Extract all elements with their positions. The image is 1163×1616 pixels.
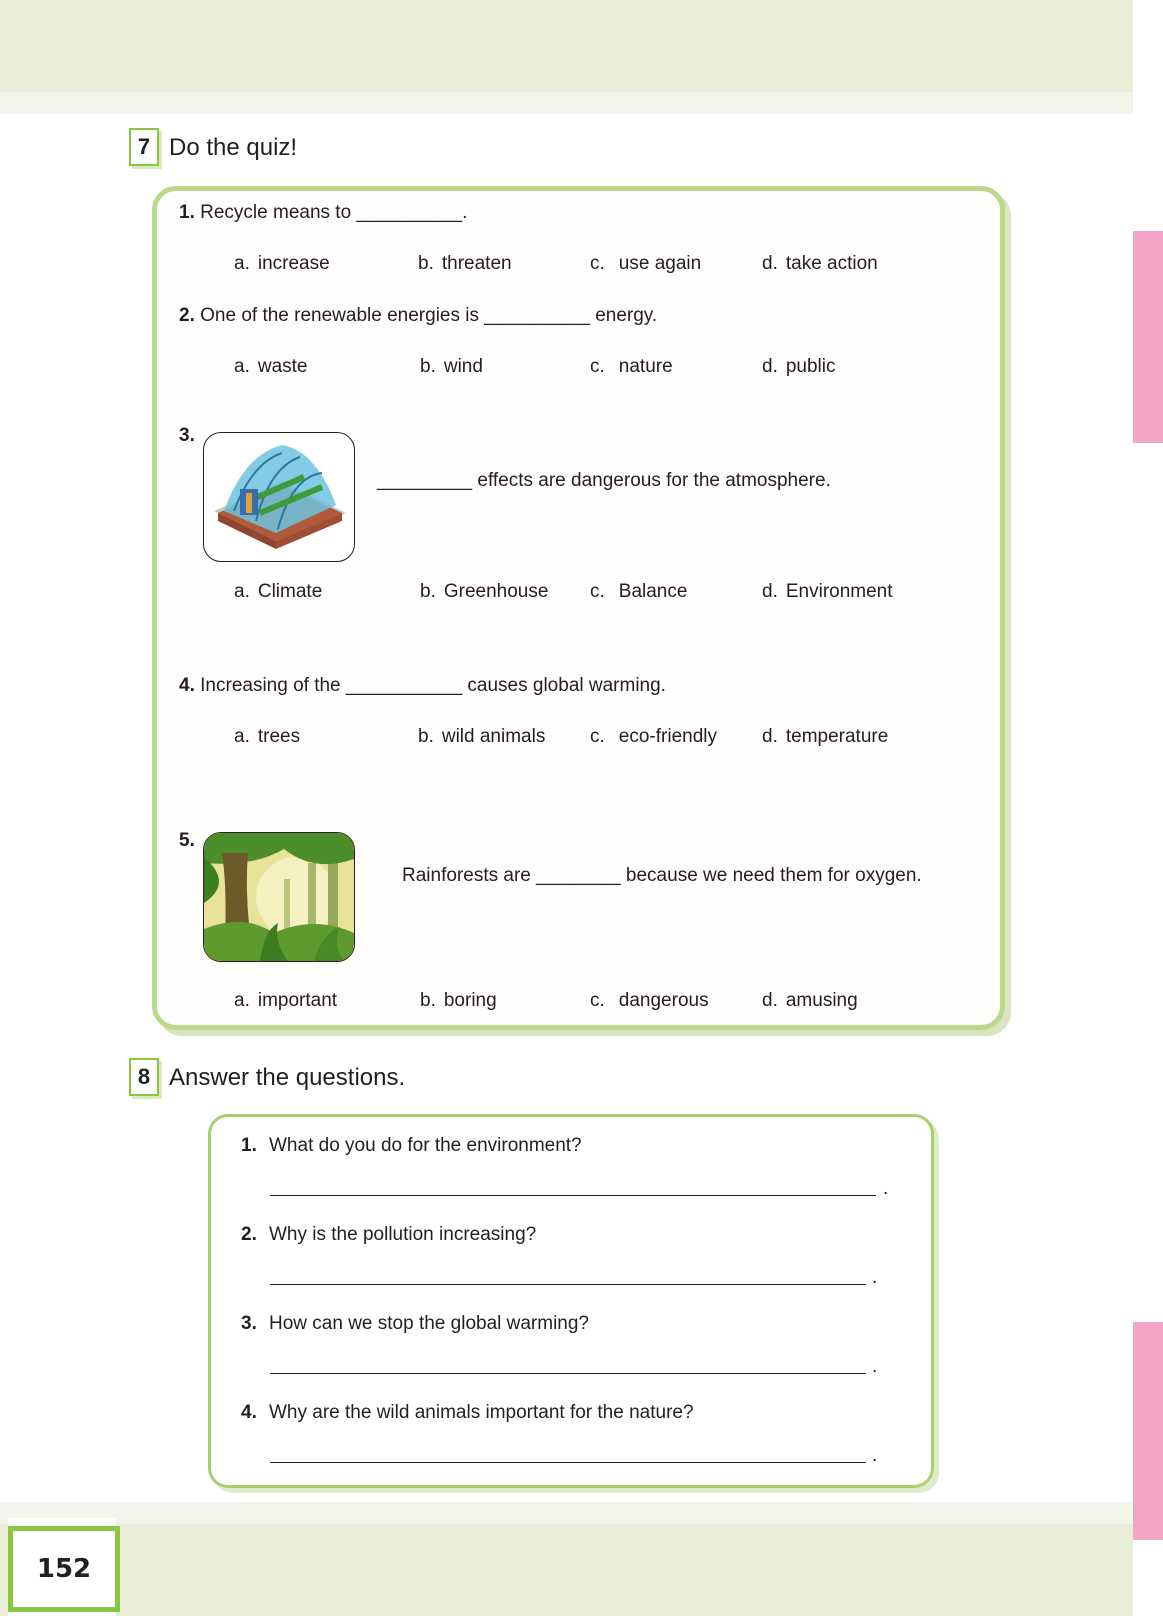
q3-option-c[interactable]: c. Balance: [590, 581, 688, 602]
answer-question-2: 2. Why is the pollution increasing?: [241, 1224, 537, 1245]
footer-band: [0, 1524, 1133, 1616]
q5-option-a[interactable]: a. important: [234, 990, 338, 1011]
q5-option-c[interactable]: c. dangerous: [590, 990, 709, 1011]
answer-question-4: 4. Why are the wild animals important for the nature?: [241, 1402, 694, 1423]
answer-question-3: 3. How can we stop the global warming?: [241, 1313, 590, 1334]
quiz-question-2: 2. One of the renewable energies is __________ energy.: [179, 305, 658, 326]
quiz-question-5-number: 5.: [179, 830, 195, 851]
q4-option-b[interactable]: b. wild animals: [418, 726, 546, 747]
q5-option-d[interactable]: d. amusing: [762, 990, 858, 1011]
greenhouse-illustration: [204, 433, 354, 561]
q4-option-c[interactable]: c. eco-friendly: [590, 726, 717, 747]
q2-option-d[interactable]: d. public: [762, 356, 836, 377]
q4-option-a[interactable]: a. trees: [234, 726, 301, 747]
q3-option-d[interactable]: d. Environment: [762, 581, 893, 602]
section-7-number: 7: [129, 128, 159, 166]
quiz-question-5: Rainforests are ________ because we need them for oxygen.: [402, 865, 922, 886]
quiz-question-3: _________ effects are dangerous for the atmosphere.: [377, 470, 831, 491]
greenhouse-image: [203, 432, 355, 562]
footer-band-light: [0, 1502, 1133, 1524]
page-number: 152: [8, 1526, 120, 1612]
section-7-title: Do the quiz!: [169, 134, 298, 161]
answer-line-4[interactable]: [270, 1461, 866, 1463]
q1-option-a[interactable]: a. increase: [234, 253, 330, 274]
q3-option-a[interactable]: a. Climate: [234, 581, 323, 602]
answer-question-1: 1. What do you do for the environment?: [241, 1135, 582, 1156]
quiz-question-1: 1. Recycle means to __________.: [179, 202, 468, 223]
q1-option-b[interactable]: b. threaten: [418, 253, 512, 274]
answer-line-4-end: .: [872, 1445, 878, 1466]
answer-line-3[interactable]: [270, 1372, 866, 1374]
answer-line-1-end: .: [883, 1178, 889, 1199]
section-8-title: Answer the questions.: [169, 1064, 406, 1091]
answer-line-2[interactable]: [270, 1283, 866, 1285]
answer-line-3-end: .: [872, 1356, 878, 1377]
quiz-question-4: 4. Increasing of the ___________ causes global warming.: [179, 675, 666, 696]
q5-option-b[interactable]: b. boring: [420, 990, 497, 1011]
q2-option-a[interactable]: a. waste: [234, 356, 308, 377]
answer-panel: [208, 1114, 934, 1488]
rainforest-image: [203, 832, 355, 962]
pink-side-tab-bottom: [1133, 1322, 1163, 1540]
q3-option-b[interactable]: b. Greenhouse: [420, 581, 549, 602]
section-8-number: 8: [129, 1058, 159, 1096]
q2-option-c[interactable]: c. nature: [590, 356, 673, 377]
rainforest-illustration: [204, 833, 354, 961]
header-band: [0, 0, 1133, 92]
q1-option-c[interactable]: c. use again: [590, 253, 702, 274]
answer-line-1[interactable]: [270, 1194, 876, 1196]
pink-side-tab-top: [1133, 231, 1163, 443]
answer-line-2-end: .: [872, 1267, 878, 1288]
q1-option-d[interactable]: d. take action: [762, 253, 878, 274]
q2-option-b[interactable]: b. wind: [420, 356, 483, 377]
q4-option-d[interactable]: d. temperature: [762, 726, 889, 747]
header-band-light: [0, 92, 1133, 114]
quiz-question-3-number: 3.: [179, 425, 195, 446]
